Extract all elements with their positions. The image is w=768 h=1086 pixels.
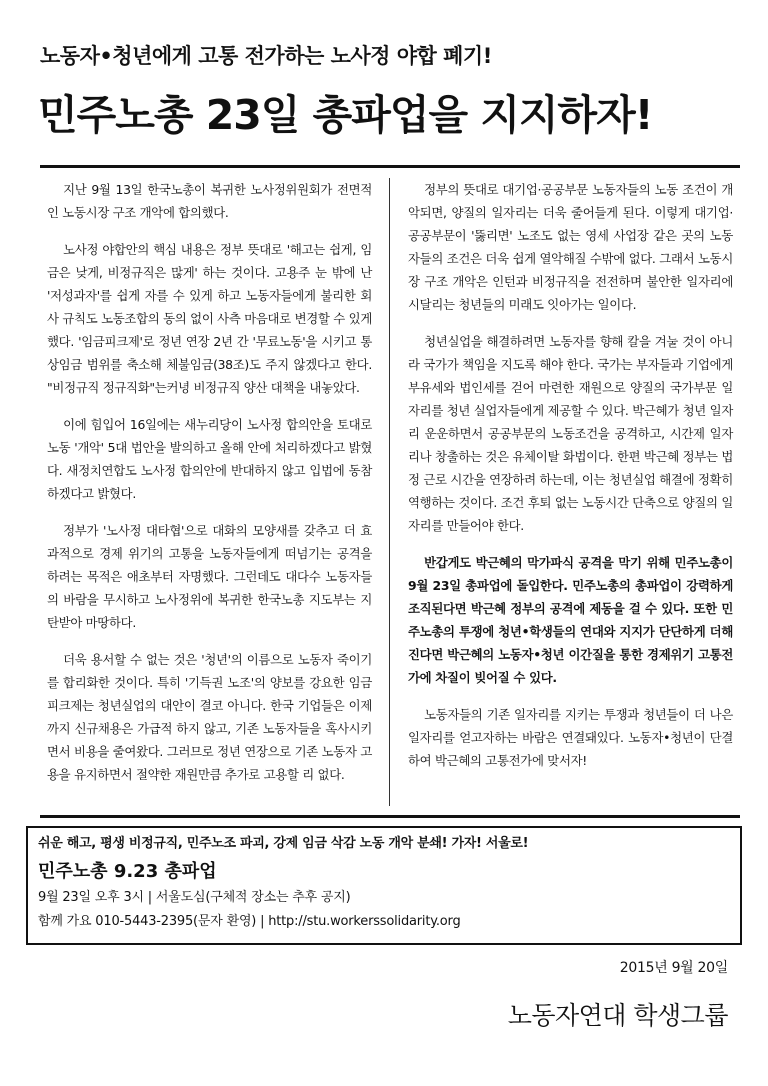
paragraph: 더욱 용서할 수 없는 것은 '청년'의 이름으로 노동자 죽이기를 합리화한 것이다. 특히 '기득권 노조'의 양보를 강요한 임금피크제는 청년실업의 대안이 결코 아니다. 한국 기업들은 이제까지 신규채용은 가급적 하지 않고, 기존 노동자들을 혹사시키면서 비용을 줄여왔다. 그러므로 정년 연장으로 기존 노동자 고용을 유지하면서 절약한 재원만큼 추가로 고용할 리 없다. (47, 652, 372, 782)
contact-info: 함께 가요 010-5443-2395(문자 환영) | http://stu.workerssolidarity.org (38, 914, 461, 929)
paragraph: 정부의 뜻대로 대기업·공공부문 노동자들의 노동 조건이 개악되면, 양질의 일자리는 더욱 줄어들게 된다. 이렇게 대기업·공공부문이 '뚫리면' 노조도 없는 영세 사업장 같은 곳의 노동자들의 조건은 더욱 쉽게 열악해질 수밖에 없다. 그래서 노동시장 구조 개악은 인턴과 비정규직을 전전하며 불안한 일자리에 시달리는 청년들의 미래도 잇아가는 일이다. (408, 182, 733, 312)
issue-date: 2015년 9월 20일 (619, 960, 728, 976)
event-schedule: 9월 23일 오후 3시 | 서울도심(구체적 장소는 추후 공지) (38, 890, 351, 905)
page-title: 민주노총 23일 총파업을 지지하자! (38, 91, 653, 139)
paragraph: 이에 힘입어 16일에는 새누리당이 노사정 합의안을 토대로 노동 '개악' 5대 법안을 발의하고 올해 안에 처리하겠다고 밝혔다. 새정치연합도 노사정 합의안에 반대하지 않고 입법에 동참하겠다고 밝혔다. (47, 417, 372, 501)
top-divider (40, 165, 740, 168)
paragraph: 지난 9월 13일 한국노총이 복귀한 노사정위원회가 전면적인 노동시장 구조 개악에 합의했다. (47, 182, 372, 220)
slogan: 쉬운 해고, 평생 비정규직, 민주노조 파괴, 강제 임금 삭감 노동 개악 분쇄! 가자! 서울로! (38, 836, 529, 851)
paragraph: 정부가 '노사정 대타협'으로 대화의 모양새를 갖추고 더 효과적으로 경제 위기의 고통을 노동자들에게 떠넘기는 공격을 하려는 목적은 애초부터 자명했다. 그런데도 대다수 노동자들의 바람을 무시하고 노사정위에 복귀한 한국노총 지도부는 지탄받아 마땅하다. (47, 523, 372, 630)
bottom-divider (40, 815, 740, 818)
right-column (408, 178, 733, 786)
paragraph: 반갑게도 박근혜의 막가파식 공격을 막기 위해 민주노총이 9월 23일 총파업에 돌입한다. 민주노총의 총파업이 강력하게 조직된다면 박근혜 정부의 공격에 제동을 걸 수 있다. 또한 민주노총의 투쟁에 청년•학생들의 연대와 지지가 단단하게 더해진다면 박근혜의 노동자•청년 이간질을 통한 경제위기 고통전가에 차질이 빚어질 수 있다. (408, 555, 733, 685)
organization-signature: 노동자연대 학생그룹 (507, 1001, 728, 1030)
column-divider (389, 178, 390, 806)
paragraph: 노동자들의 기존 일자리를 지키는 투쟁과 청년들이 더 나은 일자리를 얻고자하는 바람은 연결돼있다. 노동자•청년이 단결하여 박근혜의 고통전가에 맞서자! (408, 707, 733, 768)
subtitle: 노동자•청년에게 고통 전가하는 노사정 야합 폐기! (40, 44, 492, 68)
paragraph: 청년실업을 해결하려면 노동자를 향해 칼을 겨눌 것이 아니라 국가가 책임을 지도록 해야 한다. 국가는 부자들과 기업에게 부유세와 법인세를 걷어 마련한 재원으로 양질의 국가부문 일자리를 청년 실업자들에게 제공할 수 있다. 박근혜가 청년 일자리 운운하면서 공공부문의 노동조건을 공격하고, 시간제 일자리나 창출하는 것은 유체이탈 화법이다. 한편 박근혜 정부는 법정 근로 시간을 연장하려 하는데, 이는 청년실업 해결에 정확히 역행하는 것이다. 조건 후퇴 없는 노동시간 단축으로 양질의 일자리를 만들어야 한다. (408, 334, 733, 533)
left-column (47, 178, 372, 800)
event-info-box (26, 826, 742, 945)
paragraph: 노사정 야합안의 핵심 내용은 정부 뜻대로 '해고는 쉽게, 임금은 낮게, 비정규직은 많게' 하는 것이다. 고용주 눈 밖에 난 '저성과자'를 쉽게 자를 수 있게 하고 노동자들에게 불리한 회사 규칙도 노동조합의 동의 없이 사측 마음대로 변경할 수 있게 했다. '임금피크제'로 정년 연장 2년 간 '무료노동'을 시키고 통상임금 범위를 축소해 체불임금(38조)도 주지 않겠다고 한다. "비정규직 정규직화"는커녕 비정규직 양산 대책을 내놓았다. (47, 242, 372, 395)
event-title: 민주노총 9.23 총파업 (38, 861, 217, 882)
